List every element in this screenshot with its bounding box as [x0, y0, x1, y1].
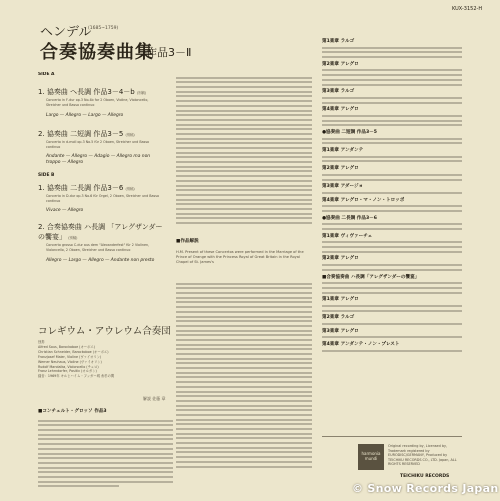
- movement-heading: 第4楽章 アレグロ・マ・ノン・トロッポ: [322, 197, 405, 203]
- composer-name: ヘンデル: [40, 25, 92, 40]
- section-concerto-op3: ■コンチェルト・グロッソ 作品3: [38, 409, 107, 414]
- member: Rudolf Mandalka, Violoncello (チェロ): [38, 364, 99, 369]
- track-b2: [38, 222, 163, 263]
- logo-text: mundi: [364, 456, 378, 461]
- member: Werner Neuhaus, Violine (ヴァイオリン): [38, 359, 102, 364]
- track-number: 1.: [38, 183, 45, 192]
- movement-heading: 第1楽章 アンダンテ: [322, 148, 364, 154]
- track-note: (別稿): [136, 91, 147, 96]
- movement-heading: 第1楽章 ラルゴ: [322, 39, 355, 44]
- track-number: 1.: [38, 88, 45, 97]
- watermark: © Snow Records Japan: [352, 482, 499, 495]
- tracklist-column: [38, 72, 163, 322]
- catalog-number: KUX-3152-H: [452, 6, 483, 12]
- english-quote: H.M. Present of these Concertos were performed in the Marriage of the Prince of Orange with the Princess Royal of Great Britain in the Royal Chapel of St. James's: [176, 250, 304, 264]
- movement-heading: 第1楽章 ヴィヴァーチェ: [322, 233, 373, 239]
- side-b-label: SIDE B: [38, 173, 55, 179]
- track-note: (別稿): [125, 132, 135, 137]
- track-description: Concerto grosso C-dur aus dem "Alexanderfest" für 2 Violinen, Violoncello, 2 Oboen, Streicher und Basso continuo: [46, 242, 150, 252]
- section-works-commentary: ■作品解説: [176, 239, 199, 244]
- album-title: 合奏協奏曲集: [40, 42, 154, 63]
- member: Franz Lehrndorfer, Positiv (オルガン): [38, 369, 97, 374]
- movement-heading: 第4楽章 アンダンテ・ノン・プレスト: [322, 342, 400, 348]
- footer-credits: Original recording by, Licensed by, Trademark registered by EURODISC/GERMANY, Produced by TEICHIKU RECORDS CO., LTD. Japan, ALL RIGHTS RESERVED: [388, 444, 457, 467]
- work-heading: ■合奏協奏曲 ハ長調「アレグザンダーの饗宴」: [322, 274, 420, 280]
- logo-text: harmonia: [361, 451, 381, 456]
- track-title: [38, 129, 163, 139]
- members-label: 独奏: [38, 340, 45, 344]
- track-title: [38, 222, 163, 242]
- work-heading: ●協奏曲 二短調 作品3－5: [322, 130, 377, 135]
- track-name: 協奏曲 へ長調 作品3－4－b: [46, 88, 135, 97]
- track-number: 2.: [38, 222, 45, 231]
- track-b1: [38, 183, 163, 214]
- track-description: Concerto in d-moll op.3 No.5 für 2 Oboen, Streicher und Basso continuo: [46, 139, 150, 149]
- track-tempo: Vivace — Allegro: [46, 208, 84, 214]
- movement-heading: 第2楽章 アレグロ: [322, 166, 359, 172]
- track-description: Concerto in D-dur op.3 No.6 für Orgel, 2 Oboen, Streicher und Basso continuo: [46, 193, 159, 203]
- member: Franzjosef Maier, Violine (ヴァイオリン): [38, 354, 102, 359]
- track-description: Concerto in F-dur op.3 No.4b for 2 Oboen, Violine, Violoncello, Streicher und Basso continuo: [46, 98, 149, 108]
- ensemble-name: コレギウム・アウレウム合奏団: [38, 326, 171, 337]
- composer-years: (1685~1759): [88, 26, 119, 31]
- track-name: 協奏曲 二長調 作品3－6: [46, 183, 124, 192]
- track-tempo: Allegro — Largo — Allegro — Andante non presto: [46, 257, 155, 263]
- track-tempo: Andante — Allegro — Adagio — Allegro ma non troppo — Allegro: [46, 154, 151, 165]
- track-note: (別稿): [125, 186, 135, 191]
- movement-heading: 第2楽章 アレグロ: [322, 61, 359, 67]
- movement-heading: 第4楽章 アレグロ: [322, 107, 359, 113]
- teichiku-label: TEICHIKU RECORDS: [400, 474, 450, 479]
- work-heading: ●協奏曲 二長調 作品3－6: [322, 215, 377, 221]
- ensemble-members: [38, 340, 163, 379]
- track-note: (別稿): [68, 235, 78, 240]
- side-a-label: SIDE A: [38, 72, 55, 77]
- harmonia-mundi-logo: [358, 444, 384, 470]
- member: Christian Schneider, Barockoboe (オーボエ): [38, 349, 109, 354]
- movement-heading: 第3楽章 ラルゴ: [322, 89, 355, 95]
- movement-heading: 第2楽章 アレグロ: [322, 256, 359, 262]
- track-name: 合奏協奏曲 ハ長調 「アレグザンダーの饗宴」: [38, 222, 163, 241]
- track-number: 2.: [38, 129, 45, 138]
- essay-text-middle-bottom: [176, 280, 312, 485]
- essay-text-left: [38, 417, 173, 492]
- movement-heading: 第3楽章 アダージョ: [322, 184, 364, 190]
- essay-text-right: [322, 38, 462, 433]
- footer-divider: [322, 436, 462, 437]
- track-title: [38, 183, 163, 193]
- recording-info: 録音：1969年 キルヒハイム・フッガー城 糸杉の間: [38, 374, 115, 379]
- notes-author: 解説 佐藤 章: [143, 396, 166, 401]
- essay-text-middle-top: [176, 74, 312, 234]
- track-a2: [38, 129, 163, 166]
- movement-heading: 第1楽章 アレグロ: [322, 297, 359, 303]
- member: Alfred Sous, Barockoboe (オーボエ): [38, 344, 95, 349]
- track-name: 協奏曲 二短調 作品3－5: [46, 129, 124, 138]
- movement-heading: 第3楽章 アレグロ: [322, 328, 359, 334]
- track-title: [38, 87, 163, 97]
- track-a1: [38, 87, 163, 118]
- track-tempo: Largo — Allegro — Largo — Allegro: [46, 113, 124, 119]
- movement-heading: 第2楽章 ラルゴ: [322, 315, 355, 321]
- album-subtitle: 作品3－Ⅱ: [146, 46, 192, 59]
